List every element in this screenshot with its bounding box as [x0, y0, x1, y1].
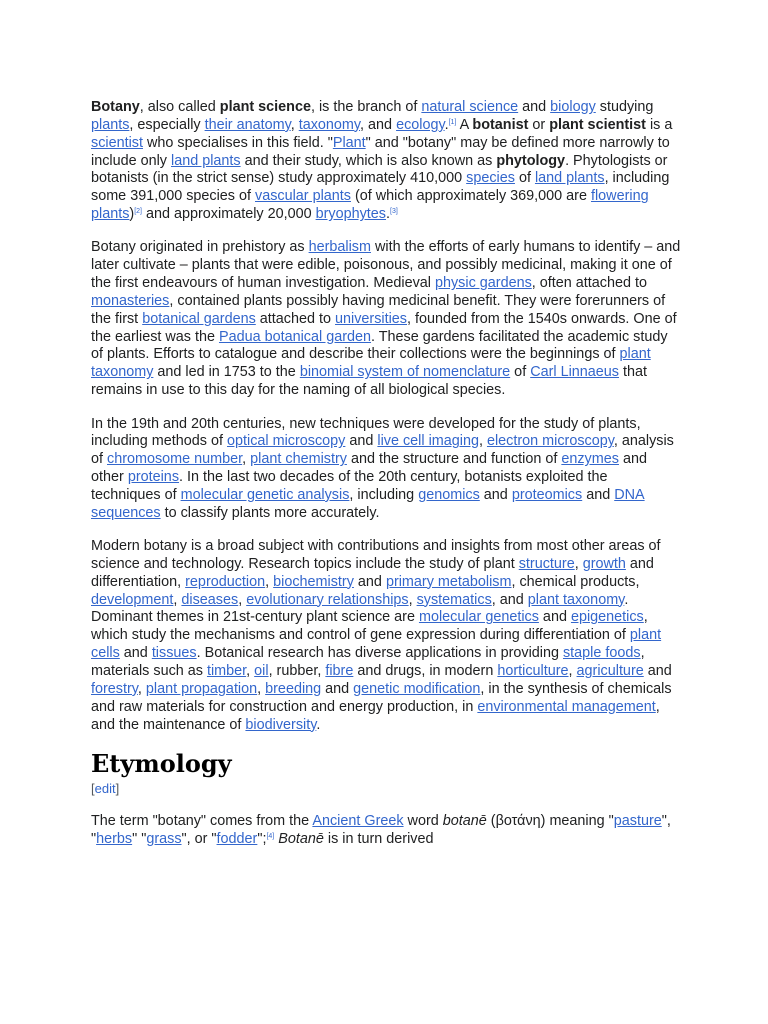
link-enzymes[interactable]: enzymes: [561, 451, 619, 468]
text: , especially: [129, 116, 205, 133]
text: ";: [257, 830, 267, 847]
text: , founded from the 1540s onwards. One of the earliest was the: [91, 310, 677, 345]
text: to classify plants more accurately.: [160, 504, 380, 521]
link-carl-linnaeus[interactable]: Carl Linnaeus: [530, 364, 619, 381]
text: and: [119, 645, 152, 662]
text: and led in 1753 to the: [153, 364, 300, 381]
text: and drugs, in modern: [353, 662, 498, 679]
link-ancient-greek[interactable]: Ancient Greek: [312, 812, 404, 829]
text: with the efforts of early humans to identify – and later cultivate – plants that were edible, poisonous, and possibly medicinal, making it one of the first endeavours of human investigation. Medieval: [91, 239, 681, 292]
text: , is the branch of: [310, 99, 422, 115]
link-staple-foods[interactable]: staple foods: [562, 645, 641, 662]
link-vascular-plants[interactable]: vascular plants: [255, 188, 351, 205]
text: . Botanical research has diverse applications in providing: [196, 645, 563, 662]
text: The term "botany" comes from the: [91, 812, 313, 829]
text: studying: [595, 99, 654, 115]
text: and: [643, 662, 672, 679]
text: , also called: [139, 99, 220, 115]
text: is in turn derived: [323, 830, 434, 847]
link-proteomics[interactable]: proteomics: [511, 486, 583, 503]
text: , and: [360, 116, 397, 133]
reference-link[interactable]: [1]: [448, 118, 457, 126]
link-scientist[interactable]: scientist: [91, 134, 143, 151]
link-plants[interactable]: plants: [91, 116, 130, 133]
link-padua-botanical-garden[interactable]: Padua botanical garden: [218, 328, 372, 345]
text: .: [444, 116, 449, 133]
link-chromosome-number[interactable]: chromosome number: [107, 451, 243, 468]
text: , contained plants possibly having medicinal benefit. They were forerunners of the first: [91, 292, 666, 327]
edit-bracket: [: [91, 780, 95, 796]
text: ,: [173, 591, 182, 608]
link-growth[interactable]: growth: [582, 555, 626, 572]
link-biochemistry[interactable]: biochemistry: [273, 573, 354, 590]
text: and: [345, 433, 378, 450]
reference-marker: [134, 208, 142, 215]
link-dna-sequences[interactable]: DNA sequences: [91, 486, 645, 521]
text: . These gardens facilitated the academic study of plants. Efforts to catalogue and describe their collections were the beginnings of: [91, 328, 668, 363]
text: In the 19th and 20th centuries, new techniques were developed for the study of plants, including methods of: [91, 415, 641, 450]
history-paragraph: [91, 239, 681, 400]
text: is a: [645, 116, 673, 133]
link-monasteries[interactable]: monasteries: [91, 292, 170, 309]
modern-botany-paragraph: [91, 538, 681, 734]
text: and: [582, 486, 615, 503]
text: ,: [238, 591, 247, 608]
etymology-paragraph: [91, 813, 681, 849]
text: ", ": [91, 812, 671, 847]
link-forestry[interactable]: forestry: [91, 680, 138, 697]
text: , including: [349, 486, 419, 503]
section-heading-etymology: Etymology: [91, 748, 232, 778]
link-their-anatomy[interactable]: their anatomy: [204, 116, 291, 133]
link-plant-taxonomy[interactable]: plant taxonomy: [91, 346, 651, 381]
link-primary-metabolism[interactable]: primary metabolism: [385, 573, 512, 590]
text: , often attached to: [531, 275, 647, 292]
link-proteins[interactable]: proteins: [127, 469, 180, 486]
bold-term: phytology: [496, 152, 566, 169]
link-systematics[interactable]: systematics: [416, 591, 492, 608]
link-diseases[interactable]: diseases: [181, 591, 239, 608]
text: and: [353, 573, 386, 590]
link-horticulture[interactable]: horticulture: [497, 662, 569, 679]
text: , rubber,: [268, 662, 326, 679]
link-fibre[interactable]: fibre: [325, 662, 354, 679]
link-agriculture[interactable]: agriculture: [576, 662, 644, 679]
text: and: [518, 99, 551, 115]
link-genomics[interactable]: genomics: [418, 486, 480, 503]
text: ,: [257, 680, 266, 697]
text: , materials such as: [91, 645, 645, 679]
text: or: [528, 116, 550, 133]
link-plant-chemistry[interactable]: plant chemistry: [250, 451, 347, 468]
text: , chemical products,: [511, 573, 640, 590]
text: ,: [246, 662, 255, 679]
text: attached to: [255, 310, 336, 327]
text: ,: [290, 116, 299, 133]
link-plant-taxonomy[interactable]: plant taxonomy: [527, 591, 625, 608]
text: of: [510, 364, 531, 381]
text: and: [538, 609, 571, 626]
link-oil[interactable]: oil: [254, 662, 269, 679]
text: word: [403, 812, 443, 829]
link-evolutionary-relationships[interactable]: evolutionary relationships: [246, 591, 409, 608]
link-land-plants[interactable]: land plants: [534, 170, 605, 187]
text: (βοτάνη) meaning ": [486, 812, 614, 829]
bold-term: plant science: [219, 99, 311, 115]
text: ,: [242, 451, 251, 468]
text: ,: [408, 591, 417, 608]
edit-link[interactable]: edit: [94, 780, 116, 796]
link-plant-cells[interactable]: plant cells: [91, 627, 662, 662]
intro-paragraph: [91, 99, 681, 224]
link-physic-gardens[interactable]: physic gardens: [434, 275, 532, 292]
text: .: [386, 206, 391, 223]
link-biodiversity[interactable]: biodiversity: [245, 716, 317, 733]
link-flowering-plants[interactable]: flowering plants: [91, 188, 649, 223]
text: and approximately 20,000: [142, 206, 316, 223]
text: A: [456, 116, 473, 133]
link-land-plants[interactable]: land plants: [171, 152, 241, 169]
text: ,: [478, 433, 487, 450]
text: and: [321, 680, 354, 697]
link-development[interactable]: development: [91, 591, 174, 608]
text: who specialises in this field. ": [142, 134, 333, 151]
link-electron-microscopy[interactable]: electron microscopy: [486, 433, 614, 450]
link-grass[interactable]: grass: [146, 830, 182, 847]
bold-term: plant scientist: [549, 116, 646, 133]
section-edit: [91, 781, 681, 797]
text: ", or ": [181, 830, 217, 847]
link-structure[interactable]: structure: [518, 555, 575, 572]
text: and differentiation,: [91, 555, 654, 590]
link-natural-science[interactable]: natural science: [421, 99, 519, 115]
link-molecular-genetics[interactable]: molecular genetics: [418, 609, 539, 626]
bold-term: botanist: [472, 116, 529, 133]
text: ,: [574, 555, 583, 572]
text: and their study, which is also known as: [240, 152, 497, 169]
bold-term: Botany: [91, 99, 140, 115]
link-live-cell-imaging[interactable]: live cell imaging: [377, 433, 479, 450]
text: ,: [568, 662, 577, 679]
techniques-paragraph: [91, 416, 681, 523]
link-plant[interactable]: Plant: [332, 134, 366, 151]
link-timber[interactable]: timber: [206, 662, 247, 679]
text: , and: [491, 591, 528, 608]
link-bryophytes[interactable]: bryophytes: [315, 206, 387, 223]
reference-link[interactable]: [2]: [134, 208, 142, 216]
text: , including some 391,000 species of: [91, 170, 670, 205]
text: of: [514, 170, 535, 187]
link-botanical-gardens[interactable]: botanical gardens: [142, 310, 256, 327]
link-plant-propagation[interactable]: plant propagation: [145, 680, 258, 697]
link-species[interactable]: species: [466, 170, 515, 187]
reference-link[interactable]: [3]: [390, 208, 398, 216]
text: ,: [265, 573, 274, 590]
text: , in the synthesis of chemicals and raw materials for construction and energy production, in: [91, 680, 672, 715]
text: . In the last two decades of the 20th century, botanists exploited the techniques of: [91, 469, 608, 503]
text: Botany originated in prehistory as: [91, 239, 309, 256]
link-epigenetics[interactable]: epigenetics: [570, 609, 644, 626]
text: (of which approximately 369,000 are: [351, 188, 591, 205]
link-tissues[interactable]: tissues: [151, 645, 197, 662]
text: . Dominant themes in 21st-century plant science are: [91, 591, 629, 626]
reference-link[interactable]: [4]: [266, 832, 275, 840]
text: , which study the mechanisms and control of gene expression during differentiation of: [91, 609, 648, 644]
link-binomial-nomenclature[interactable]: binomial system of nomenclature: [299, 364, 511, 381]
link-breeding[interactable]: breeding: [265, 680, 322, 697]
text: " and "botany" may be defined more narrowly to include only: [91, 134, 670, 169]
text: , and the maintenance of: [91, 698, 660, 733]
link-ecology[interactable]: ecology: [396, 116, 445, 133]
text: that remains in use to this day for the naming of all biological species.: [91, 364, 647, 399]
link-taxonomy[interactable]: taxonomy: [298, 116, 361, 133]
reference-marker: [390, 208, 398, 215]
link-herbs[interactable]: herbs: [96, 830, 133, 847]
text: Modern botany is a broad subject with contributions and insights from most other areas of science and technology. Research topics include the study of plant: [91, 538, 661, 572]
text: and the structure and function of: [346, 451, 562, 468]
text: ,: [137, 680, 146, 697]
text: and other: [91, 451, 647, 486]
link-genetic-modification[interactable]: genetic modification: [353, 680, 481, 697]
text: ): [129, 206, 135, 223]
link-universities[interactable]: universities: [335, 310, 407, 327]
link-biology[interactable]: biology: [550, 99, 596, 115]
italic-term: botanē: [442, 812, 487, 829]
link-reproduction[interactable]: reproduction: [185, 573, 266, 590]
link-fodder[interactable]: fodder: [216, 830, 258, 847]
italic-term: Botanē: [278, 830, 324, 847]
text: " ": [132, 830, 147, 847]
link-optical-microscopy[interactable]: optical microscopy: [227, 433, 346, 450]
text: , analysis of: [91, 433, 674, 468]
edit-bracket: ]: [115, 780, 120, 796]
link-pasture[interactable]: pasture: [613, 812, 662, 829]
text: and: [479, 486, 512, 503]
link-environmental-management[interactable]: environmental management: [477, 698, 656, 715]
link-molecular-genetic-analysis[interactable]: molecular genetic analysis: [180, 486, 350, 503]
text: . Phytologists or botanists (in the strict sense) study approximately 410,000: [91, 152, 668, 187]
link-herbalism[interactable]: herbalism: [308, 239, 371, 256]
article-body: [91, 99, 681, 864]
text: .: [316, 716, 321, 733]
